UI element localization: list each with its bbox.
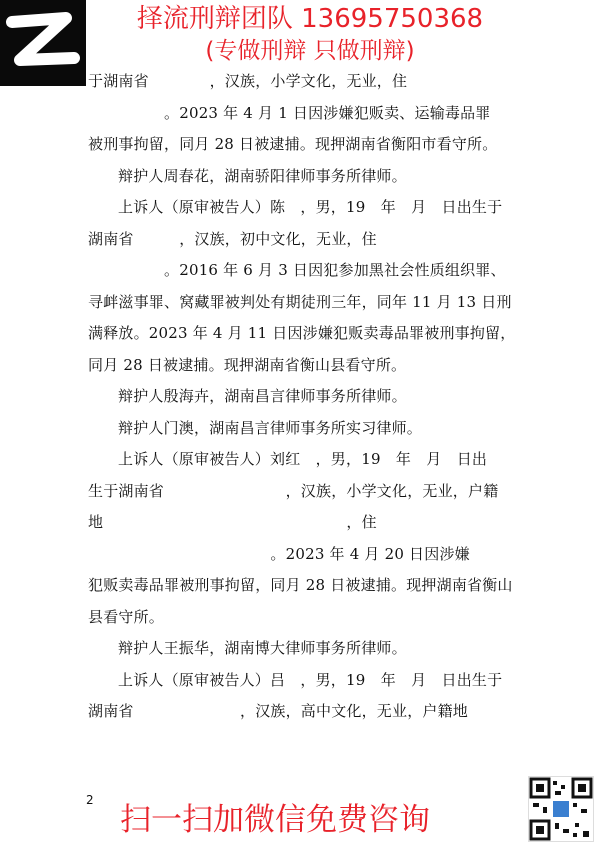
document-body <box>88 66 548 728</box>
doc-line: 上诉人（原审被告人）吕 ，男，19 年 月 日出生于 <box>118 670 503 689</box>
z-logo-icon <box>0 0 86 86</box>
doc-line: 湖南省 ，汉族，高中文化，无业，户籍地 <box>88 702 469 720</box>
doc-line: 于湖南省 ，汉族，小学文化，无业，住 <box>88 72 408 90</box>
doc-line: 辩护人门澳，湖南昌言律师事务所实习律师。 <box>118 418 423 437</box>
contact-banner <box>100 4 520 66</box>
doc-line: 犯贩卖毒品罪被刑事拘留，同月 28 日被逮捕。现押湖南省衡山 <box>88 576 513 594</box>
doc-line: 。2023 年 4 月 20 日因涉嫌 <box>88 544 470 563</box>
banner-subtitle: (专做刑辩 只做刑辩) <box>205 38 415 64</box>
banner-title: 择流刑辩团队 13695750368 <box>136 4 484 34</box>
doc-line: 生于湖南省 ，汉族，小学文化，无业，户籍 <box>88 481 499 500</box>
doc-line: 县看守所。 <box>88 607 165 626</box>
doc-line: 。2016 年 6 月 3 日因犯参加黑社会性质组织罪、 <box>88 261 506 279</box>
doc-line: 被刑事拘留，同月 28 日被逮捕。现押湖南省衡阳市看守所。 <box>88 135 498 153</box>
doc-line: 上诉人（原审被告人）刘红 ，男，19 年 月 日出 <box>118 450 488 468</box>
doc-line: 。2023 年 4 月 1 日因涉嫌犯贩卖、运输毒品罪 <box>88 103 491 122</box>
doc-line: 满释放。2023 年 4 月 11 日因涉嫌犯贩卖毒品罪被刑事拘留， <box>88 324 516 342</box>
doc-line: 寻衅滋事罪、窝藏罪被判处有期徒刑三年，同年 11 月 13 日刑 <box>88 292 512 311</box>
page-number: 2 <box>86 793 94 807</box>
doc-line: 地 ，住 <box>88 513 377 531</box>
doc-line: 上诉人（原审被告人）陈 ，男，19 年 月 日出生于 <box>118 198 503 216</box>
qr-code-icon[interactable] <box>528 776 594 842</box>
doc-line: 辩护人王振华，湖南博大律师事务所律师。 <box>118 639 407 657</box>
doc-line: 辩护人周春花，湖南骄阳律师事务所律师。 <box>118 166 407 185</box>
doc-line: 湖南省 ，汉族，初中文化，无业，住 <box>88 229 377 248</box>
doc-line: 同月 28 日被逮捕。现押湖南省衡山县看守所。 <box>88 355 407 374</box>
wechat-consult-cta: 扫一扫加微信免费咨询 <box>120 802 430 838</box>
doc-line: 辩护人殷海卉，湖南昌言律师事务所律师。 <box>118 387 407 405</box>
